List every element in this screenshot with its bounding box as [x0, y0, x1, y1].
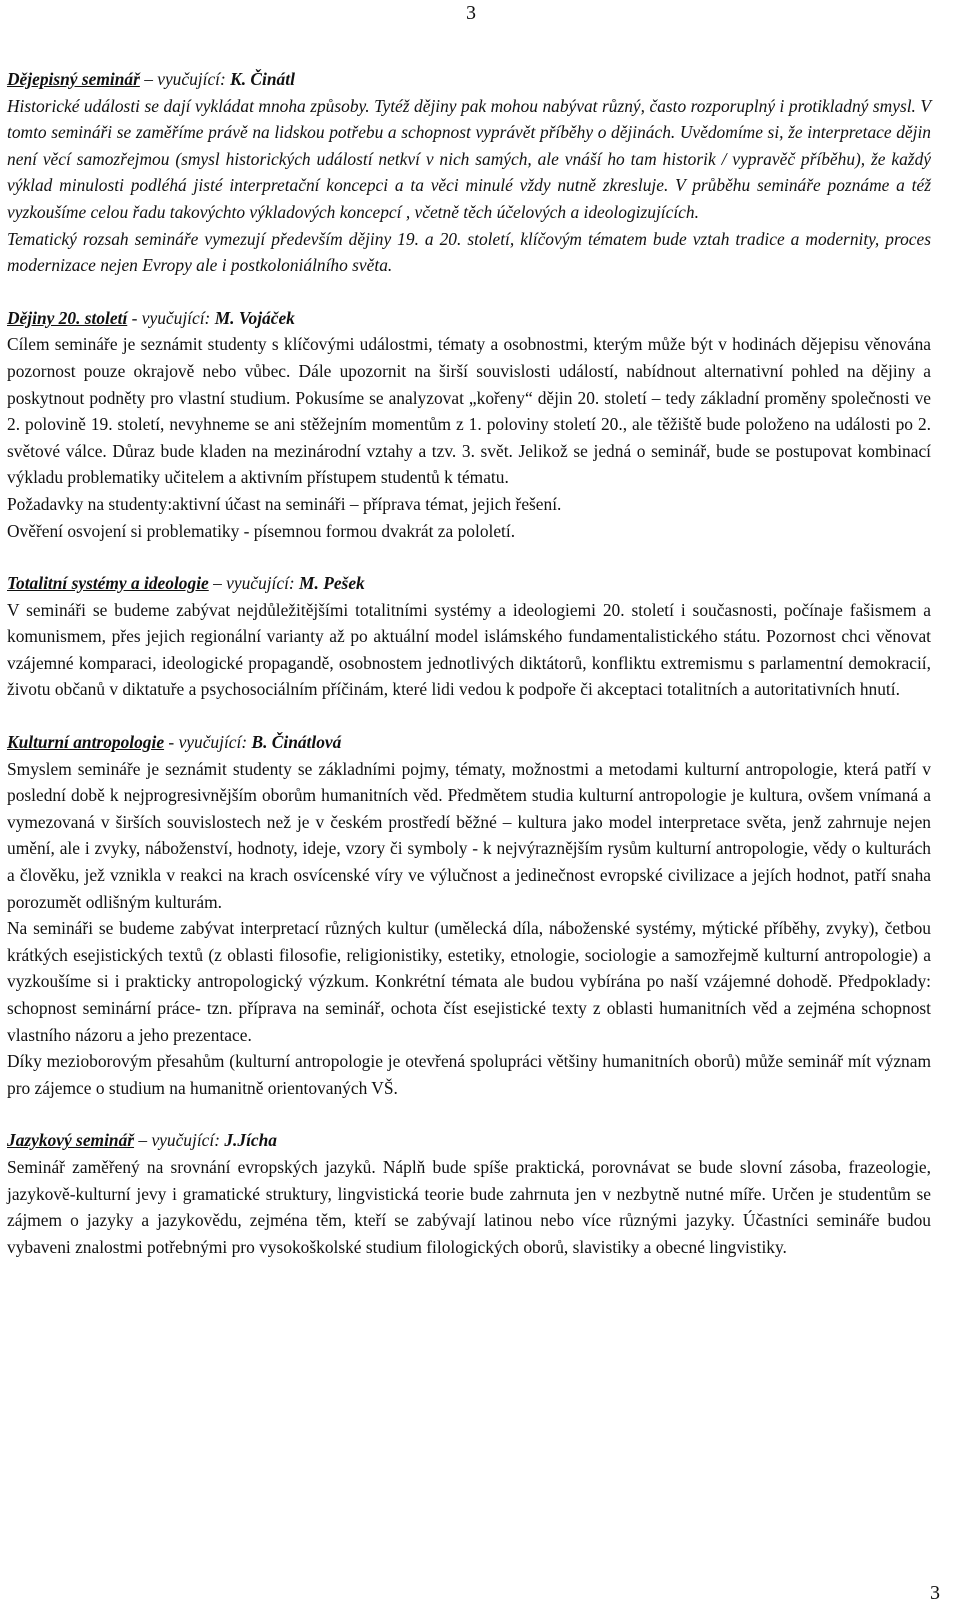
- section-title: Dějepisný seminář: [7, 69, 140, 89]
- paragraph: Seminář zaměřený na srovnání evropských jazyků. Náplň bude spíše praktická, porovnávat se bude slovní zásoba, frazeologie, jazykově-kulturní jevy i gramatické struktury, lingvistická teorie bude zahrnuta jen v nezbytně nutné míře. Určen je studentům se zájmem o jazyky a jazykovědu, zejména těm, kteří se zabývají latinou nebo více různými jazyky. Účastníci semináře budou vybaveni znalostmi potřebnými pro vysokoškolské studium filologických oborů, slavistiky a obecné lingvistiky.: [7, 1156, 931, 1257]
- section-title: Dějiny 20. století: [7, 307, 128, 328]
- section-heading: [7, 729, 931, 756]
- section-kulturni-antropologie: [7, 729, 931, 1101]
- section-dejepisny-seminar: [7, 66, 931, 279]
- section-heading: [7, 1127, 931, 1154]
- teacher-name: K. Činátl: [230, 69, 295, 89]
- page-number-bottom: 3: [930, 1582, 940, 1604]
- section-title: Totalitní systémy a ideologie: [7, 573, 209, 594]
- teacher-name: J.Jícha: [224, 1130, 277, 1151]
- heading-separator: –: [139, 69, 158, 89]
- section-title: Kulturní antropologie: [7, 732, 165, 753]
- teacher-name: B. Činátlová: [251, 732, 342, 753]
- paragraph: Smyslem semináře je seznámit studenty se základními pojmy, tématy, možnostmi a metodami kulturní antropologie, která patří v poslední době k nejprogresivnějším oborům humanitních věd. Předmětem studia kulturní antropologie je kultura, ovšem vnímaná a vymezovaná v širších souvislostech než je v českém prostředí běžné – kultura jako model interpretace světa, jenž zahrnuje nejen umění, ale i zvyky, náboženství, hodnoty, ideje, vzory či symboly - k nejvýraznějším rysům kulturní antropologie, vědy o kulturách a člověku, jež vznikla v reakci na krach osvícenské víry ve výlučnost a jedinečnost evropské civilizace a jejích hodnot, patří snaha porozumět odlišným kulturám.: [7, 758, 931, 912]
- section-heading: [7, 305, 931, 332]
- section-heading: [7, 570, 931, 597]
- section-totalitni-systemy: [7, 570, 931, 703]
- paragraph: Požadavky na studenty:aktivní účast na semináři – příprava témat, jejich řešení.: [7, 493, 562, 514]
- teacher-label: vyučující:: [157, 69, 231, 89]
- heading-separator: –: [134, 1130, 152, 1151]
- teacher-name: M. Pešek: [299, 573, 365, 594]
- document-body: [7, 66, 931, 1260]
- paragraph: Tematický rozsah semináře vymezují především dějiny 19. a 20. století, klíčovým tématem bude vztah tradice a modernity, proces modernizace nejen Evropy ale i postkoloniálního světa.: [7, 228, 931, 276]
- teacher-name: M. Vojáček: [214, 307, 295, 328]
- paragraph: V semináři se budeme zabývat nejdůležitějšími totalitními systémy a ideologiemi 20. století i současnosti, počínaje fašismem a komunismem, přes jejich regionální varianty až po aktuální model islámského fundamentalistického státu. Pozornost chci věnovat vzájemné komparaci, ideologické propagandě, osobnostem jednotlivých diktátorů, konfliktu extremismu s parlamentní demokracií, životu občanů v diktatuře a psychosociálním příčinám, které lidi vedou k podpoře či akceptaci totalitních a autoritativních hnutí.: [7, 599, 931, 700]
- paragraph: Ověření osvojení si problematiky - písemnou formou dvakrát za pololetí.: [7, 520, 516, 541]
- teacher-label: vyučující:: [178, 732, 252, 753]
- heading-separator: -: [127, 307, 142, 328]
- heading-separator: -: [164, 732, 179, 753]
- teacher-label: vyučující:: [151, 1130, 225, 1151]
- paragraph: Na semináři se budeme zabývat interpretací různých kultur (umělecká díla, náboženské systémy, mýtické příběhy, zvyky), četbou krátkých esejistických textů (z oblasti filosofie, religionistiky, estetiky, etnologie, sociologie a samozřejmě kulturní antropologie) a vyzkoušíme si i prakticky antropologický výzkum. Konkrétní témata ale budou vybírána po naší vzájemné dohodě. Předpoklady: schopnost seminární práce- tzn. příprava na seminář, ochota číst esejistické texty z oblasti humanitních věd a zejména schopnost vlastního názoru a jeho prezentace.: [7, 918, 931, 1045]
- teacher-label: vyučující:: [226, 573, 300, 594]
- page-number-top: 3: [466, 2, 476, 24]
- section-jazykovy-seminar: [7, 1127, 931, 1260]
- teacher-label: vyučující:: [141, 307, 215, 328]
- section-title: Jazykový seminář: [7, 1130, 135, 1151]
- paragraph: Historické události se dají vykládat mnoha způsoby. Tytéž dějiny pak mohou nabývat různý, často rozporuplný i protikladný smysl. V tomto semináři se zaměříme právě na lidskou potřebu a schopnost vyprávět příběhy o dějinách. Uvědomíme si, že interpretace dějin není věcí samozřejmou (smysl historických událostí netkví v nich samých, ale vnáší ho tam historik / vypravěč příběhu), že každý výklad minulosti podléhá jisté interpretační koncepci a ta věci minulé vždy nutně zkresluje. V průběhu semináře poznáme a též vyzkoušíme celou řadu takovýchto výkladových koncepcí , včetně těch účelových a ideologizujících.: [7, 95, 931, 222]
- paragraph: Cílem semináře je seznámit studenty s klíčovými událostmi, tématy a osobnostmi, kterým může být v hodinách dějepisu věnována pozornost pouze okrajově nebo vůbec. Dále upozornit na širší souvislosti událostí, nabídnout alternativní pohled na dějiny a poskytnout podněty pro vlastní studium. Pokusíme se analyzovat „kořeny“ dějin 20. století – tedy základní proměny společnosti ve 2. polovině 19. století, nevyhneme se ani stěžejním momentům z 1. poloviny století 20., ale těžiště bude položeno na události po 2. světové válce. Důraz bude kladen na mezinárodní vztahy a tzv. 3. svět. Jelikož se jedná o seminář, bude se postupovat kombinací výkladu problematiky učitelem a aktivním přístupem studentů k tématu.: [7, 334, 931, 488]
- paragraph: Díky mezioborovým přesahům (kulturní antropologie je otevřená spolupráci většiny humanitních oborů) může seminář mít význam pro zájemce o studium na humanitně orientovaných VŠ.: [7, 1051, 931, 1098]
- section-dejiny-20-stoleti: [7, 305, 931, 544]
- section-heading: [7, 66, 931, 93]
- heading-separator: –: [208, 573, 227, 594]
